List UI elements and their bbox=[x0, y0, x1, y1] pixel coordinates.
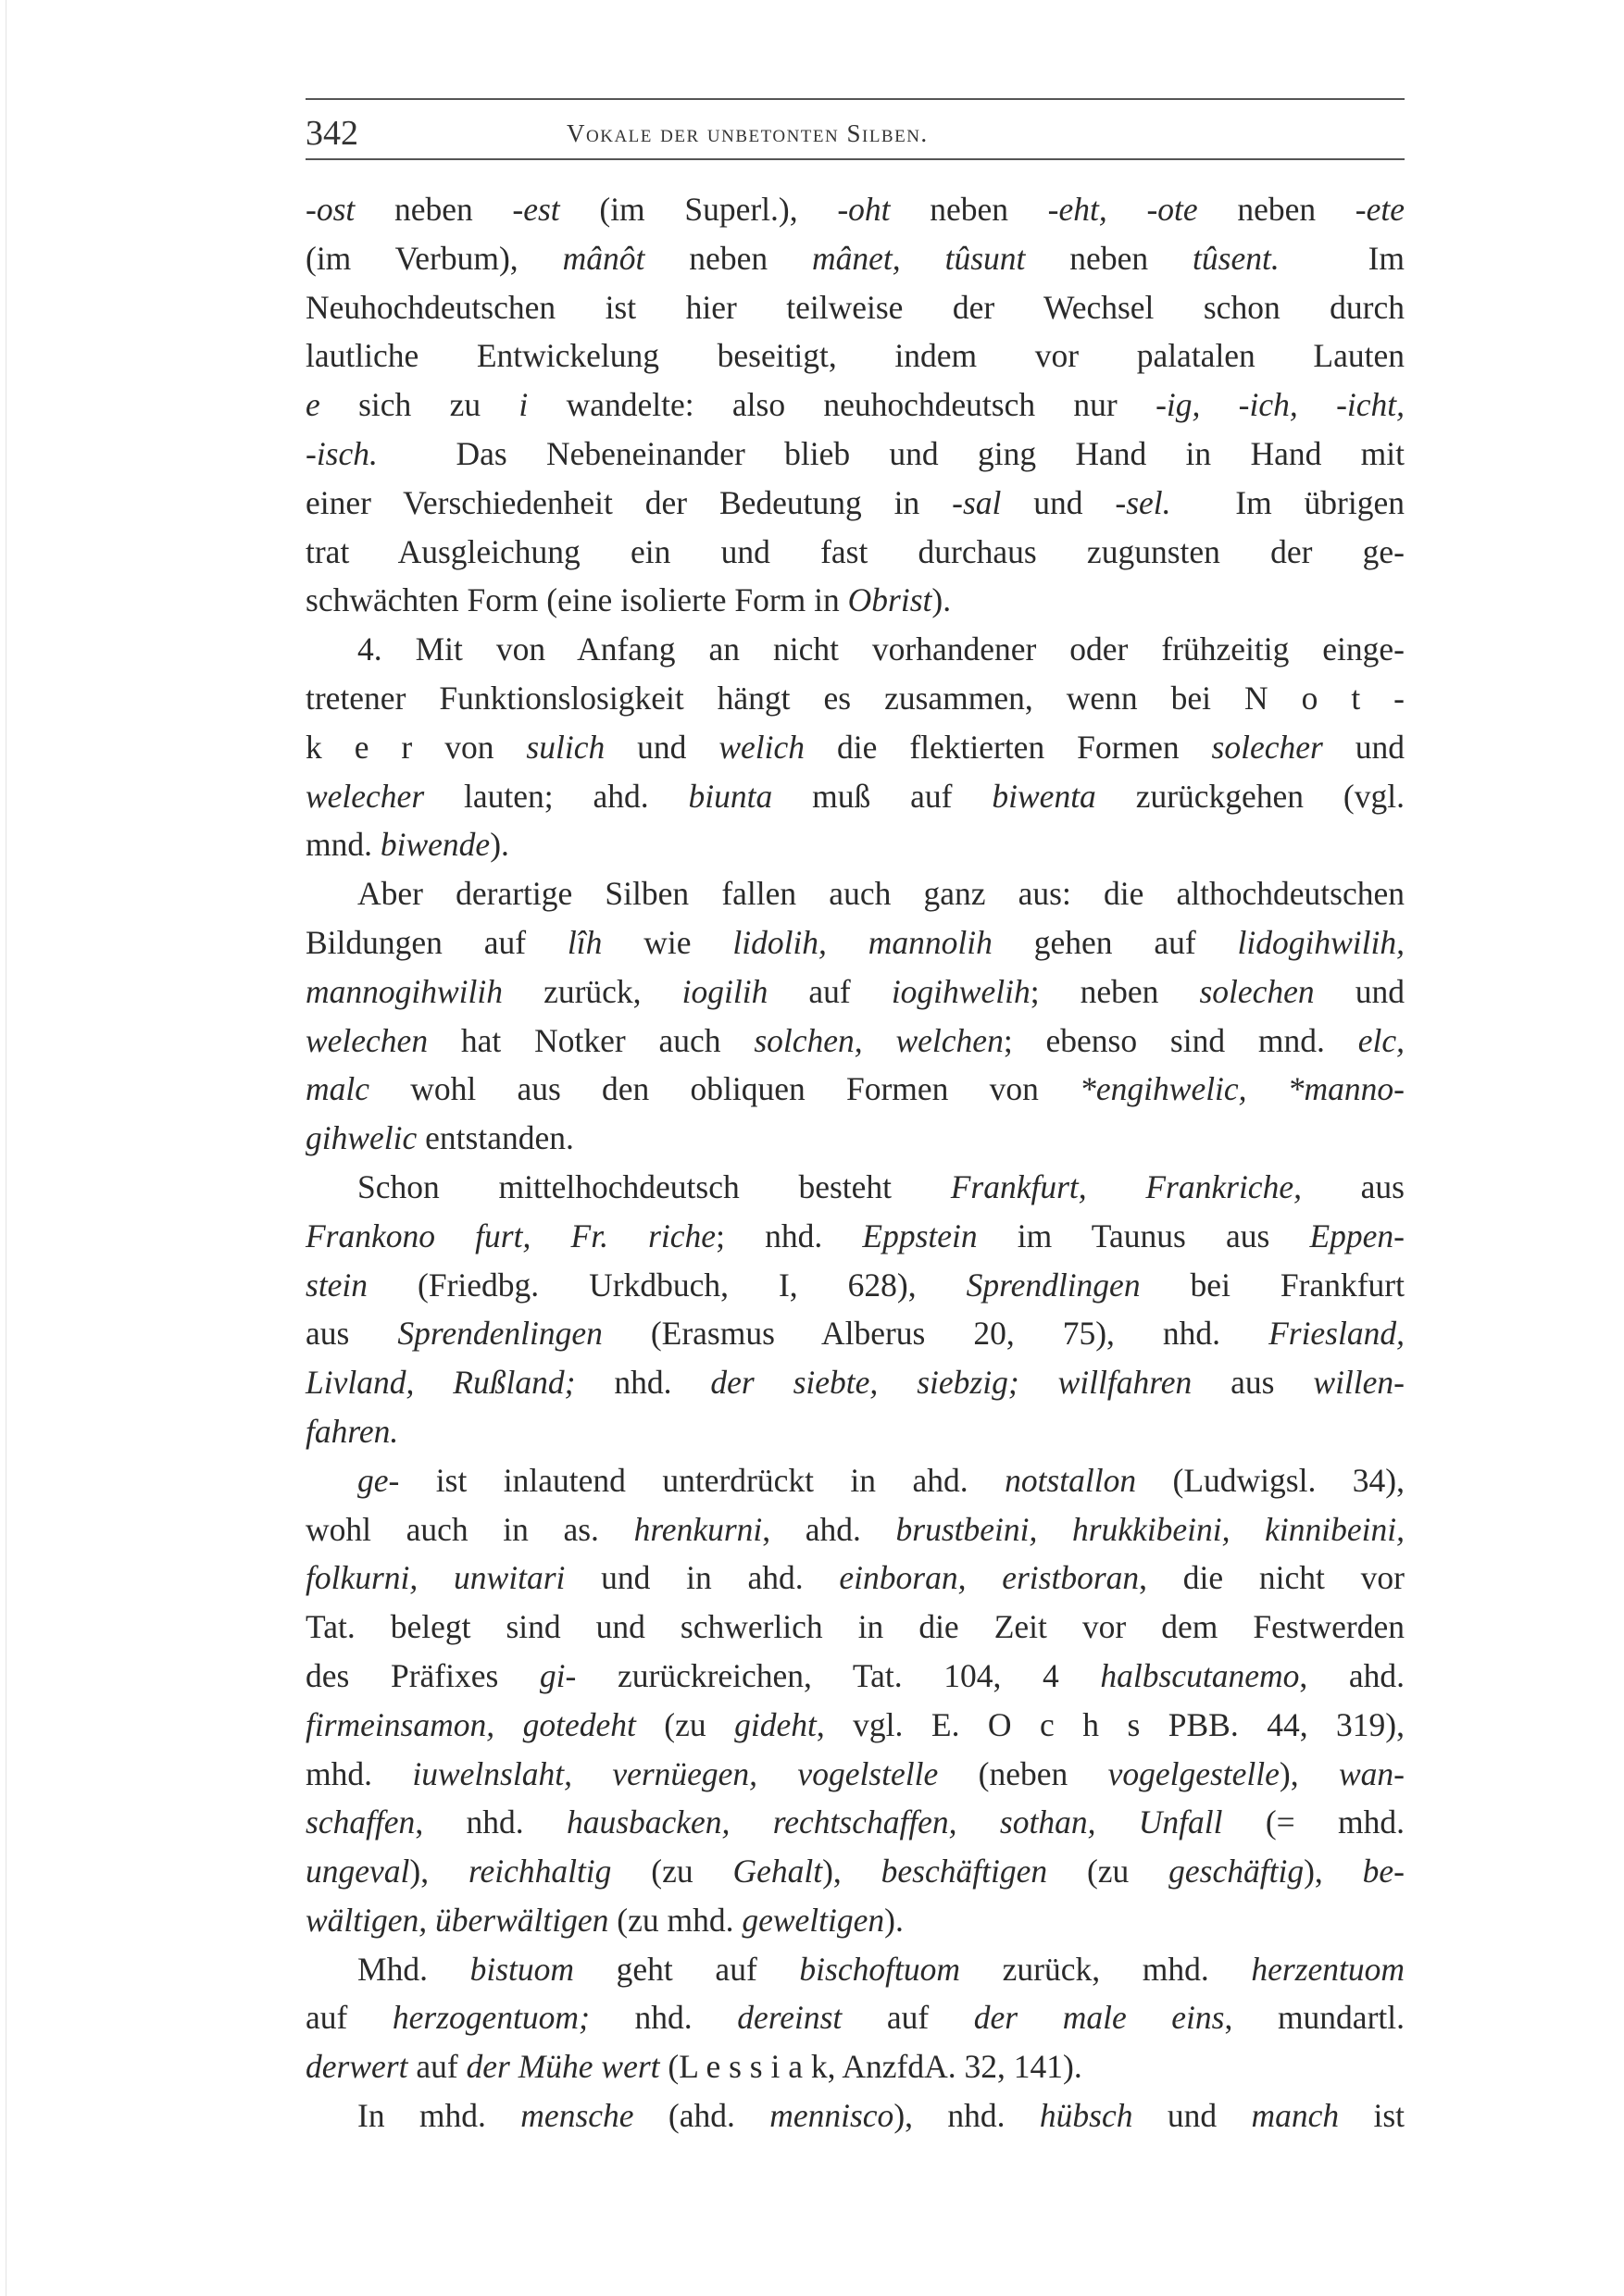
text-run: zurück, mhd. bbox=[959, 1950, 1252, 1988]
italic-term: Sprendenlingen bbox=[397, 1315, 603, 1353]
text-run: ), bbox=[1279, 1754, 1339, 1792]
italic-term: be- bbox=[1362, 1853, 1405, 1890]
italic-term: brustbeini, hrukkibeini, kinnibeini, bbox=[895, 1510, 1405, 1548]
italic-term: hrenkurni bbox=[633, 1510, 763, 1548]
italic-term: willen- bbox=[1313, 1364, 1405, 1402]
italic-term: welich bbox=[718, 728, 806, 766]
text-run: wohl aus den obliquen Formen von bbox=[369, 1070, 1081, 1108]
italic-term: iogihwelih bbox=[891, 972, 1031, 1010]
text-run: Neuhochdeutschen ist hier teilweise der Wechsel schon durch bbox=[306, 288, 1405, 326]
italic-term: firmeinsamon, gotedeht bbox=[306, 1705, 636, 1743]
text-run: (zu bbox=[1047, 1853, 1169, 1890]
italic-term: gi- bbox=[539, 1656, 577, 1694]
italic-term: tûsent. bbox=[1193, 239, 1280, 277]
text-line bbox=[306, 1212, 1405, 1261]
italic-term: bistuom bbox=[469, 1950, 575, 1988]
text-line bbox=[306, 1261, 1405, 1310]
text-run: aus bbox=[1192, 1364, 1314, 1402]
italic-term: Eppen- bbox=[1309, 1217, 1405, 1254]
italic-term: mensche bbox=[520, 2097, 634, 2135]
text-run: , mundartl. bbox=[1224, 1999, 1405, 2037]
italic-term: notstallon bbox=[1005, 1461, 1137, 1499]
paragraph-first-line bbox=[306, 1945, 1405, 1994]
text-line bbox=[306, 528, 1405, 577]
italic-term: biunta bbox=[688, 777, 773, 815]
italic-term: malc bbox=[306, 1070, 370, 1108]
italic-term: -est bbox=[512, 191, 560, 228]
italic-term: herzentuom bbox=[1251, 1950, 1405, 1988]
italic-term: mânôt bbox=[562, 239, 645, 277]
text-line bbox=[306, 381, 1405, 430]
paragraph-first-line bbox=[306, 1456, 1405, 1505]
italic-term: hübsch bbox=[1039, 2097, 1133, 2135]
paragraph-first-line bbox=[306, 625, 1405, 674]
italic-term: schaffen bbox=[306, 1803, 416, 1841]
text-run: , ahd. bbox=[762, 1510, 896, 1548]
paragraph-first-line bbox=[306, 869, 1405, 918]
text-run: , ahd. bbox=[1299, 1656, 1405, 1694]
italic-term: -ig, -ich, -icht, bbox=[1156, 386, 1405, 424]
italic-term: -oht bbox=[837, 191, 891, 228]
italic-term: -ote bbox=[1146, 191, 1198, 228]
text-line bbox=[306, 2042, 1405, 2091]
text-run: einer Verschiedenheit der Bedeutung in bbox=[306, 483, 953, 521]
text-run: (Erasmus Alberus 20, 75), nhd. bbox=[602, 1315, 1269, 1353]
text-run: aus bbox=[1301, 1167, 1405, 1205]
text-run: (im Superl.), bbox=[559, 191, 838, 228]
italic-term: lîh bbox=[567, 923, 603, 961]
italic-term: -isch. bbox=[306, 434, 378, 472]
italic-term: beschäftigen bbox=[881, 1853, 1048, 1890]
italic-term: gihwelic bbox=[306, 1119, 418, 1157]
text-run: trat Ausgleichung ein und fast durchaus zugunsten der ge- bbox=[306, 532, 1405, 570]
text-run: muß auf bbox=[772, 777, 993, 815]
text-run: (zu bbox=[611, 1853, 733, 1890]
text-line bbox=[306, 1065, 1405, 1114]
italic-term: -ete bbox=[1355, 191, 1405, 228]
text-line bbox=[306, 820, 1405, 869]
text-run: Aber derartige Silben fallen auch ganz aus: die althochdeutschen bbox=[357, 875, 1405, 913]
text-run: Tat. belegt sind und schwerlich in die Zeit vor dem Festwerden bbox=[306, 1608, 1405, 1646]
italic-term: sulich bbox=[526, 728, 606, 766]
text-line bbox=[306, 1358, 1405, 1407]
text-run: (Friedbg. Urkdbuch, I, 628), bbox=[368, 1266, 967, 1304]
text-line bbox=[306, 1309, 1405, 1358]
text-run: , nhd. bbox=[415, 1803, 567, 1841]
text-run: des Präfixes bbox=[306, 1656, 540, 1694]
italic-term: derwert bbox=[306, 2048, 408, 2086]
text-run: ), bbox=[1304, 1853, 1363, 1890]
text-run: wie bbox=[602, 923, 733, 961]
text-run: Bildungen auf bbox=[306, 923, 568, 961]
italic-term: stein bbox=[306, 1266, 369, 1304]
text-line bbox=[306, 576, 1405, 625]
text-line bbox=[306, 1993, 1405, 2042]
text-run: schwächten Form (eine isolierte Form in bbox=[306, 581, 848, 619]
text-run: die flektierten Formen bbox=[805, 728, 1212, 766]
text-run: In mhd. bbox=[357, 2097, 521, 2135]
text-line bbox=[306, 185, 1405, 234]
text-run: ). bbox=[931, 581, 952, 619]
text-run: ), bbox=[822, 1853, 881, 1890]
text-run: , die nicht vor bbox=[1139, 1559, 1405, 1597]
italic-term: solechen bbox=[1199, 972, 1315, 1010]
text-run: ). bbox=[490, 826, 509, 864]
italic-term: wältigen, überwältigen bbox=[306, 1901, 609, 1939]
text-line bbox=[306, 1603, 1405, 1652]
text-run: neben bbox=[355, 191, 513, 228]
text-run: im Taunus aus bbox=[977, 1217, 1310, 1254]
italic-term: iogilih bbox=[681, 972, 768, 1010]
italic-term: solecher bbox=[1211, 728, 1323, 766]
header-rule-top bbox=[306, 98, 1405, 100]
running-head: Vokale der unbetonten Silben. bbox=[567, 119, 929, 147]
italic-term: mennisco bbox=[769, 2097, 894, 2135]
italic-term: e bbox=[306, 386, 320, 424]
text-line bbox=[306, 674, 1405, 723]
italic-term: *engihwelic, *manno- bbox=[1080, 1070, 1405, 1108]
italic-term: manch bbox=[1251, 2097, 1340, 2135]
italic-term: mannogihwilih bbox=[306, 972, 504, 1010]
text-line bbox=[306, 1017, 1405, 1066]
text-line bbox=[306, 283, 1405, 332]
text-line bbox=[306, 1847, 1405, 1896]
italic-term: ge- bbox=[357, 1461, 400, 1499]
text-run: zurückreichen, Tat. 104, 4 bbox=[576, 1656, 1101, 1694]
italic-term: iuwelnslaht, vernüegen, vogelstelle bbox=[412, 1754, 939, 1792]
text-run: auf bbox=[407, 2048, 467, 2086]
text-line bbox=[306, 1407, 1405, 1456]
text-run: auf bbox=[842, 1999, 974, 2037]
italic-term: geschäftig bbox=[1168, 1853, 1305, 1890]
text-run: ; neben bbox=[1030, 972, 1200, 1010]
text-run: (Ludwigsl. 34), bbox=[1136, 1461, 1405, 1499]
italic-term: -ost bbox=[306, 191, 356, 228]
text-run: (neben bbox=[938, 1754, 1108, 1792]
text-run: Schon mittelhochdeutsch besteht bbox=[357, 1167, 951, 1205]
text-run: und bbox=[1132, 2097, 1252, 2135]
text-run: neben bbox=[644, 239, 813, 277]
text-run: Im bbox=[1279, 239, 1405, 277]
text-run: wohl auch in as. bbox=[306, 1510, 634, 1548]
italic-term: vogelgestelle bbox=[1107, 1754, 1280, 1792]
text-run: (ahd. bbox=[633, 2097, 770, 2135]
text-line bbox=[306, 234, 1405, 283]
text-run: ), nhd. bbox=[893, 2097, 1040, 2135]
text-run: (zu bbox=[635, 1705, 735, 1743]
text-line bbox=[306, 1652, 1405, 1701]
italic-term: bischoftuom bbox=[799, 1950, 960, 1988]
text-line bbox=[306, 430, 1405, 479]
italic-term: Obrist bbox=[847, 581, 932, 619]
text-line bbox=[306, 1798, 1405, 1847]
text-run: neben bbox=[1197, 191, 1355, 228]
page-number: 342 bbox=[306, 114, 358, 153]
text-run: ), bbox=[409, 1853, 468, 1890]
italic-term: lidogihwilih, bbox=[1237, 923, 1405, 961]
text-run: geht auf bbox=[574, 1950, 800, 1988]
text-line bbox=[306, 1750, 1405, 1799]
italic-term: Eppstein bbox=[862, 1217, 978, 1254]
italic-term: lidolih, mannolih bbox=[732, 923, 993, 961]
text-run: tretener Funktionslosigkeit hängt es zusammen, wenn bei N o t - bbox=[306, 679, 1405, 717]
text-run: und in ahd. bbox=[565, 1559, 840, 1597]
italic-term: Livland, Rußland; bbox=[306, 1364, 576, 1402]
italic-term: einboran, eristboran bbox=[839, 1559, 1140, 1597]
text-run bbox=[1107, 191, 1147, 228]
italic-term: wan- bbox=[1339, 1754, 1405, 1792]
text-line bbox=[306, 479, 1405, 528]
text-run: ; nhd. bbox=[716, 1217, 863, 1254]
italic-term: Sprendlingen bbox=[966, 1266, 1141, 1304]
text-run: zurück, bbox=[503, 972, 682, 1010]
italic-term: der Mühe wert bbox=[466, 2048, 660, 2086]
italic-term: geweltigen bbox=[742, 1901, 885, 1939]
italic-term: fahren. bbox=[306, 1412, 399, 1450]
text-run: und bbox=[1001, 483, 1116, 521]
italic-term: halbscutanemo bbox=[1100, 1656, 1300, 1694]
italic-term: i bbox=[518, 386, 529, 424]
text-run: sich zu bbox=[319, 386, 519, 424]
text-run: Mhd. bbox=[357, 1950, 470, 1988]
text-run: ). bbox=[884, 1901, 904, 1939]
italic-term: biwenta bbox=[992, 777, 1096, 815]
text-run: lauten; ahd. bbox=[424, 777, 689, 815]
italic-term: Friesland, bbox=[1268, 1315, 1405, 1353]
text-line bbox=[306, 1701, 1405, 1750]
italic-term: herzogentuom; bbox=[392, 1999, 590, 2037]
italic-term: -sel. bbox=[1115, 483, 1171, 521]
text-run: hat Notker auch bbox=[428, 1021, 755, 1059]
text-run: Das Nebeneinander blieb und ging Hand in Hand mit bbox=[377, 434, 1405, 472]
italic-term: Gehalt bbox=[732, 1853, 823, 1890]
text-run: ist inlautend unterdrückt in ahd. bbox=[399, 1461, 1006, 1499]
text-run: und bbox=[1322, 728, 1405, 766]
text-line bbox=[306, 772, 1405, 821]
italic-term: ungeval bbox=[306, 1853, 410, 1890]
text-run: und bbox=[605, 728, 719, 766]
text-run: gehen auf bbox=[992, 923, 1238, 961]
italic-term: welechen bbox=[306, 1021, 429, 1059]
italic-term: gideht bbox=[734, 1705, 817, 1743]
text-run: k e r von bbox=[306, 728, 527, 766]
italic-term: folkurni, unwitari bbox=[306, 1559, 566, 1597]
text-run: (zu mhd. bbox=[608, 1901, 743, 1939]
text-line bbox=[306, 967, 1405, 1017]
text-line bbox=[306, 918, 1405, 967]
text-run: 4. Mit von Anfang an nicht vorhandener oder frühzeitig einge- bbox=[357, 630, 1405, 668]
text-run: , vgl. E. O c h s PBB. 44, 319), bbox=[816, 1705, 1405, 1743]
text-line bbox=[306, 1505, 1405, 1554]
italic-term: biwende bbox=[380, 826, 491, 864]
text-line bbox=[306, 1896, 1405, 1945]
text-run: (L e s s i a k, AnzfdA. 32, 141). bbox=[659, 2048, 1082, 2086]
text-run: aus bbox=[306, 1315, 398, 1353]
text-run: nhd. bbox=[575, 1364, 711, 1402]
text-line bbox=[306, 331, 1405, 381]
italic-term: welecher bbox=[306, 777, 425, 815]
text-run: (= mhd. bbox=[1222, 1803, 1405, 1841]
text-run: bei Frankfurt bbox=[1140, 1266, 1405, 1304]
text-run: mhd. bbox=[306, 1754, 413, 1792]
text-run: ist bbox=[1339, 2097, 1405, 2135]
italic-term: solchen, welchen bbox=[754, 1021, 1004, 1059]
italic-term: -eht, bbox=[1047, 191, 1107, 228]
text-run: neben bbox=[890, 191, 1048, 228]
italic-term: hausbacken, rechtschaffen, sothan, Unfall bbox=[566, 1803, 1223, 1841]
paragraph-first-line bbox=[306, 2091, 1405, 2140]
text-line bbox=[306, 723, 1405, 772]
text-line bbox=[306, 1554, 1405, 1603]
italic-term: der siebte, siebzig; willfahren bbox=[710, 1364, 1193, 1402]
italic-term: elc, bbox=[1357, 1021, 1405, 1059]
paragraph-first-line bbox=[306, 1163, 1405, 1212]
italic-term: dereinst bbox=[737, 1999, 843, 2037]
text-run: und bbox=[1314, 972, 1405, 1010]
text-run: Im übrigen bbox=[1170, 483, 1405, 521]
body-text bbox=[306, 185, 1405, 2140]
text-run: mnd. bbox=[306, 826, 381, 864]
text-run: nhd. bbox=[589, 1999, 738, 2037]
italic-term: der male eins bbox=[973, 1999, 1225, 2037]
text-run: entstanden. bbox=[417, 1119, 574, 1157]
text-run: wandelte: also neuhochdeutsch nur bbox=[528, 386, 1156, 424]
text-run: (im Verbum), bbox=[306, 239, 563, 277]
text-run: auf bbox=[768, 972, 892, 1010]
text-line bbox=[306, 1114, 1405, 1163]
text-run: neben bbox=[1025, 239, 1193, 277]
text-run: auf bbox=[306, 1999, 393, 2037]
header-rule-bottom bbox=[306, 158, 1405, 160]
text-run: zurückgehen (vgl. bbox=[1095, 777, 1405, 815]
page-header bbox=[306, 109, 1405, 154]
italic-term: reichhaltig bbox=[468, 1853, 612, 1890]
text-run: ; ebenso sind mnd. bbox=[1003, 1021, 1358, 1059]
italic-term: Frankfurt, Frankriche, bbox=[950, 1167, 1302, 1205]
italic-term: -sal bbox=[952, 483, 1002, 521]
italic-term: mânet, tûsunt bbox=[812, 239, 1026, 277]
text-run: lautliche Entwickelung beseitigt, indem vor palatalen Lauten bbox=[306, 337, 1405, 375]
italic-term: Frankono furt, Fr. riche bbox=[306, 1217, 717, 1254]
